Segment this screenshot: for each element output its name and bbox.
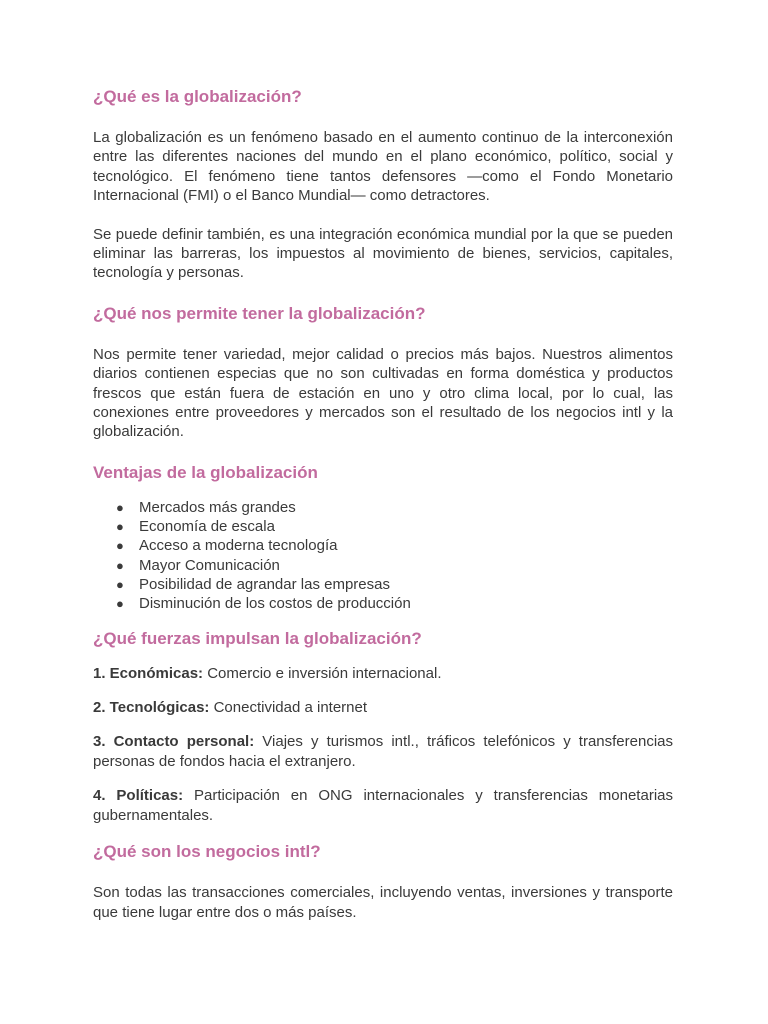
force-label: 2. Tecnológicas:: [93, 699, 210, 717]
list-item: [116, 594, 673, 613]
heading-que-es-globalizacion: ¿Qué es la globalización?: [93, 87, 302, 106]
force-politicas: [93, 786, 673, 825]
force-economicas: [93, 664, 673, 683]
heading-ventajas: Ventajas de la globalización: [93, 462, 318, 482]
bullet-icon: ●: [116, 499, 124, 515]
bullet-icon: ●: [116, 577, 124, 593]
paragraph-variedad: Nos permite tener variedad, mejor calidad o precios más bajos. Nuestros alimentos diarios contienen especias que no son cultivadas en forma doméstica y productos frescos que están fuera de estación en uno y otro clima local, por lo cual, las conexiones entre proveedores y mercados son el resultado de los negocios intl y la globalización.: [93, 345, 673, 441]
force-text: Viajes y turismos intl., tráficos telefónicos y transferencias personas de fondos hacia el extranjero.: [93, 733, 673, 770]
bullet-icon: ●: [116, 557, 124, 573]
force-label: 4. Políticas:: [93, 787, 184, 805]
bullet-icon: ●: [116, 596, 124, 612]
list-item-text: Acceso a moderna tecnología: [139, 537, 338, 555]
list-item-text: Mercados más grandes: [139, 498, 296, 516]
force-text: Comercio e inversión internacional.: [203, 664, 442, 682]
list-item: [116, 556, 673, 575]
force-label: 3. Contacto personal:: [93, 733, 255, 751]
bullet-icon: ●: [116, 519, 124, 535]
heading-fuerzas: ¿Qué fuerzas impulsan la globalización?: [93, 628, 422, 648]
force-contacto-personal: [93, 732, 673, 771]
force-tecnologicas: [93, 698, 673, 717]
list-item: [116, 517, 673, 536]
list-item-text: Posibilidad de agrandar las empresas: [139, 576, 390, 594]
list-item-text: Mayor Comunicación: [139, 556, 280, 574]
force-label: 1. Económicas:: [93, 664, 204, 682]
list-item: [116, 575, 673, 594]
list-item: [116, 498, 673, 517]
force-text: Participación en ONG internacionales y transferencias monetarias gubernamentales.: [93, 787, 673, 824]
paragraph-negocios: Son todas las transacciones comerciales, incluyendo ventas, inversiones y transporte que tiene lugar entre dos o más países.: [93, 884, 673, 921]
force-text: Conectividad a internet: [209, 699, 368, 717]
heading-que-nos-permite: ¿Qué nos permite tener la globalización?: [93, 303, 426, 323]
list-item-text: Economía de escala: [139, 518, 275, 536]
ventajas-list: [93, 498, 673, 614]
heading-negocios-intl: ¿Qué son los negocios intl?: [93, 842, 321, 862]
document-page: [93, 86, 673, 922]
paragraph-integracion: Se puede definir también, es una integración económica mundial por la que se pueden eliminar las barreras, los impuestos al movimiento de bienes, servicios, capitales, tecnología y personas.: [93, 225, 673, 282]
list-item-text: Disminución de los costos de producción: [139, 595, 411, 613]
list-item: [116, 536, 673, 555]
bullet-icon: ●: [116, 538, 124, 554]
paragraph-definicion: La globalización es un fenómeno basado en el aumento continuo de la interconexión entre las diferentes naciones del mundo en el plano económico, político, social y tecnológico. El fenómeno tiene tantos defensores —como el Fondo Monetario Internacional (FMI) o el Banco Mundial— como detractores.: [93, 129, 673, 205]
